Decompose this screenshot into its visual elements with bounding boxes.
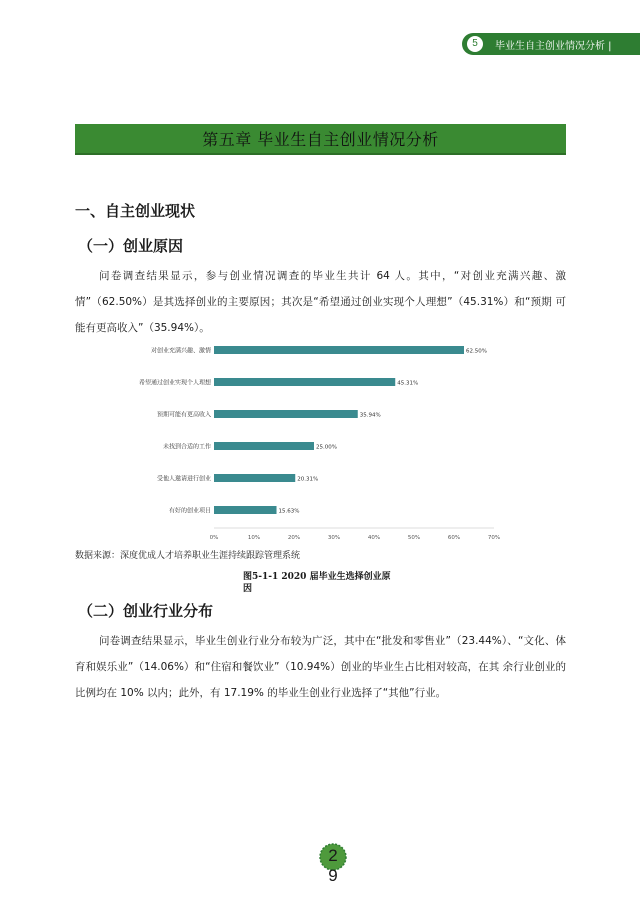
category-label: 对创业充满兴趣、激情 — [150, 347, 211, 355]
chart-source-note: 数据来源：深度优成人才培养职业生涯持续跟踪管理系统 — [75, 551, 301, 561]
bar — [214, 474, 295, 482]
x-tick-label: 50% — [407, 535, 421, 541]
category-label: 未找到合适的工作 — [162, 443, 211, 451]
chapter-banner — [75, 124, 566, 155]
data-label: 35.94% — [359, 412, 381, 419]
x-tick-label: 10% — [247, 535, 261, 541]
page-number: 2 9 — [328, 846, 338, 885]
chapter-title: 第五章 毕业生自主创业情况分析 — [202, 130, 439, 149]
paragraph-reasons: 问卷调查结果显示，参与创业情况调查的毕业生共计 64 人。其中，“对创业充满兴趣、激情”（62.50%）是其选择创业的主要原因；其次是“希望通过创业实现个人理想”（45.31%）和“预期 可能有更高收入”（35.94%）。 — [75, 270, 566, 334]
x-tick-label: 70% — [487, 535, 501, 541]
bar — [214, 378, 395, 386]
data-label: 25.00% — [316, 444, 337, 451]
x-tick-label: 0% — [209, 535, 219, 541]
subsection-heading-industry: （二）创业行业分布 — [78, 602, 214, 620]
bar — [214, 506, 277, 514]
chart-svg — [130, 340, 530, 545]
bar — [214, 410, 358, 418]
paragraph-industry: 问卷调查结果显示，毕业生创业行业分布较为广泛，其中在“批发和零售业”（23.44%）、“文化、体育和娱乐业”（14.06%）和“住宿和餐饮业”（10.94%）创业的毕业生占比相对较高，在其 余行业创业的比例均在 10% 以内；此外，有 17.19% 的毕业生创业行业选择了“其他”行业。 — [75, 635, 566, 699]
category-label: 受他人邀请进行创业 — [156, 475, 211, 483]
bar — [214, 346, 464, 354]
data-label: 62.50% — [466, 348, 487, 355]
category-label: 希望通过创业实现个人理想 — [138, 379, 211, 387]
chapter-number-badge: 5 — [467, 36, 483, 52]
data-label: 20.31% — [297, 476, 319, 483]
data-label: 15.63% — [278, 508, 300, 515]
section-heading: 一、自主创业现状 — [75, 202, 196, 220]
figure-caption: 图5-1-1 2020 届毕业生选择创业原因 — [243, 572, 391, 594]
category-label: 预期可能有更高收入 — [156, 411, 211, 419]
chapter-header-tab — [462, 33, 640, 55]
x-tick-label: 20% — [287, 535, 301, 541]
data-label: 45.31% — [397, 380, 419, 387]
running-header-title: 毕业生自主创业情况分析 | — [495, 40, 612, 52]
bar — [214, 442, 314, 450]
x-tick-label: 30% — [327, 535, 341, 541]
subsection-heading-reasons: （一）创业原因 — [78, 237, 184, 255]
x-tick-label: 40% — [367, 535, 381, 541]
reasons-bar-chart — [130, 340, 530, 545]
category-label: 有好的创业项目 — [168, 507, 211, 515]
x-tick-label: 60% — [447, 535, 461, 541]
